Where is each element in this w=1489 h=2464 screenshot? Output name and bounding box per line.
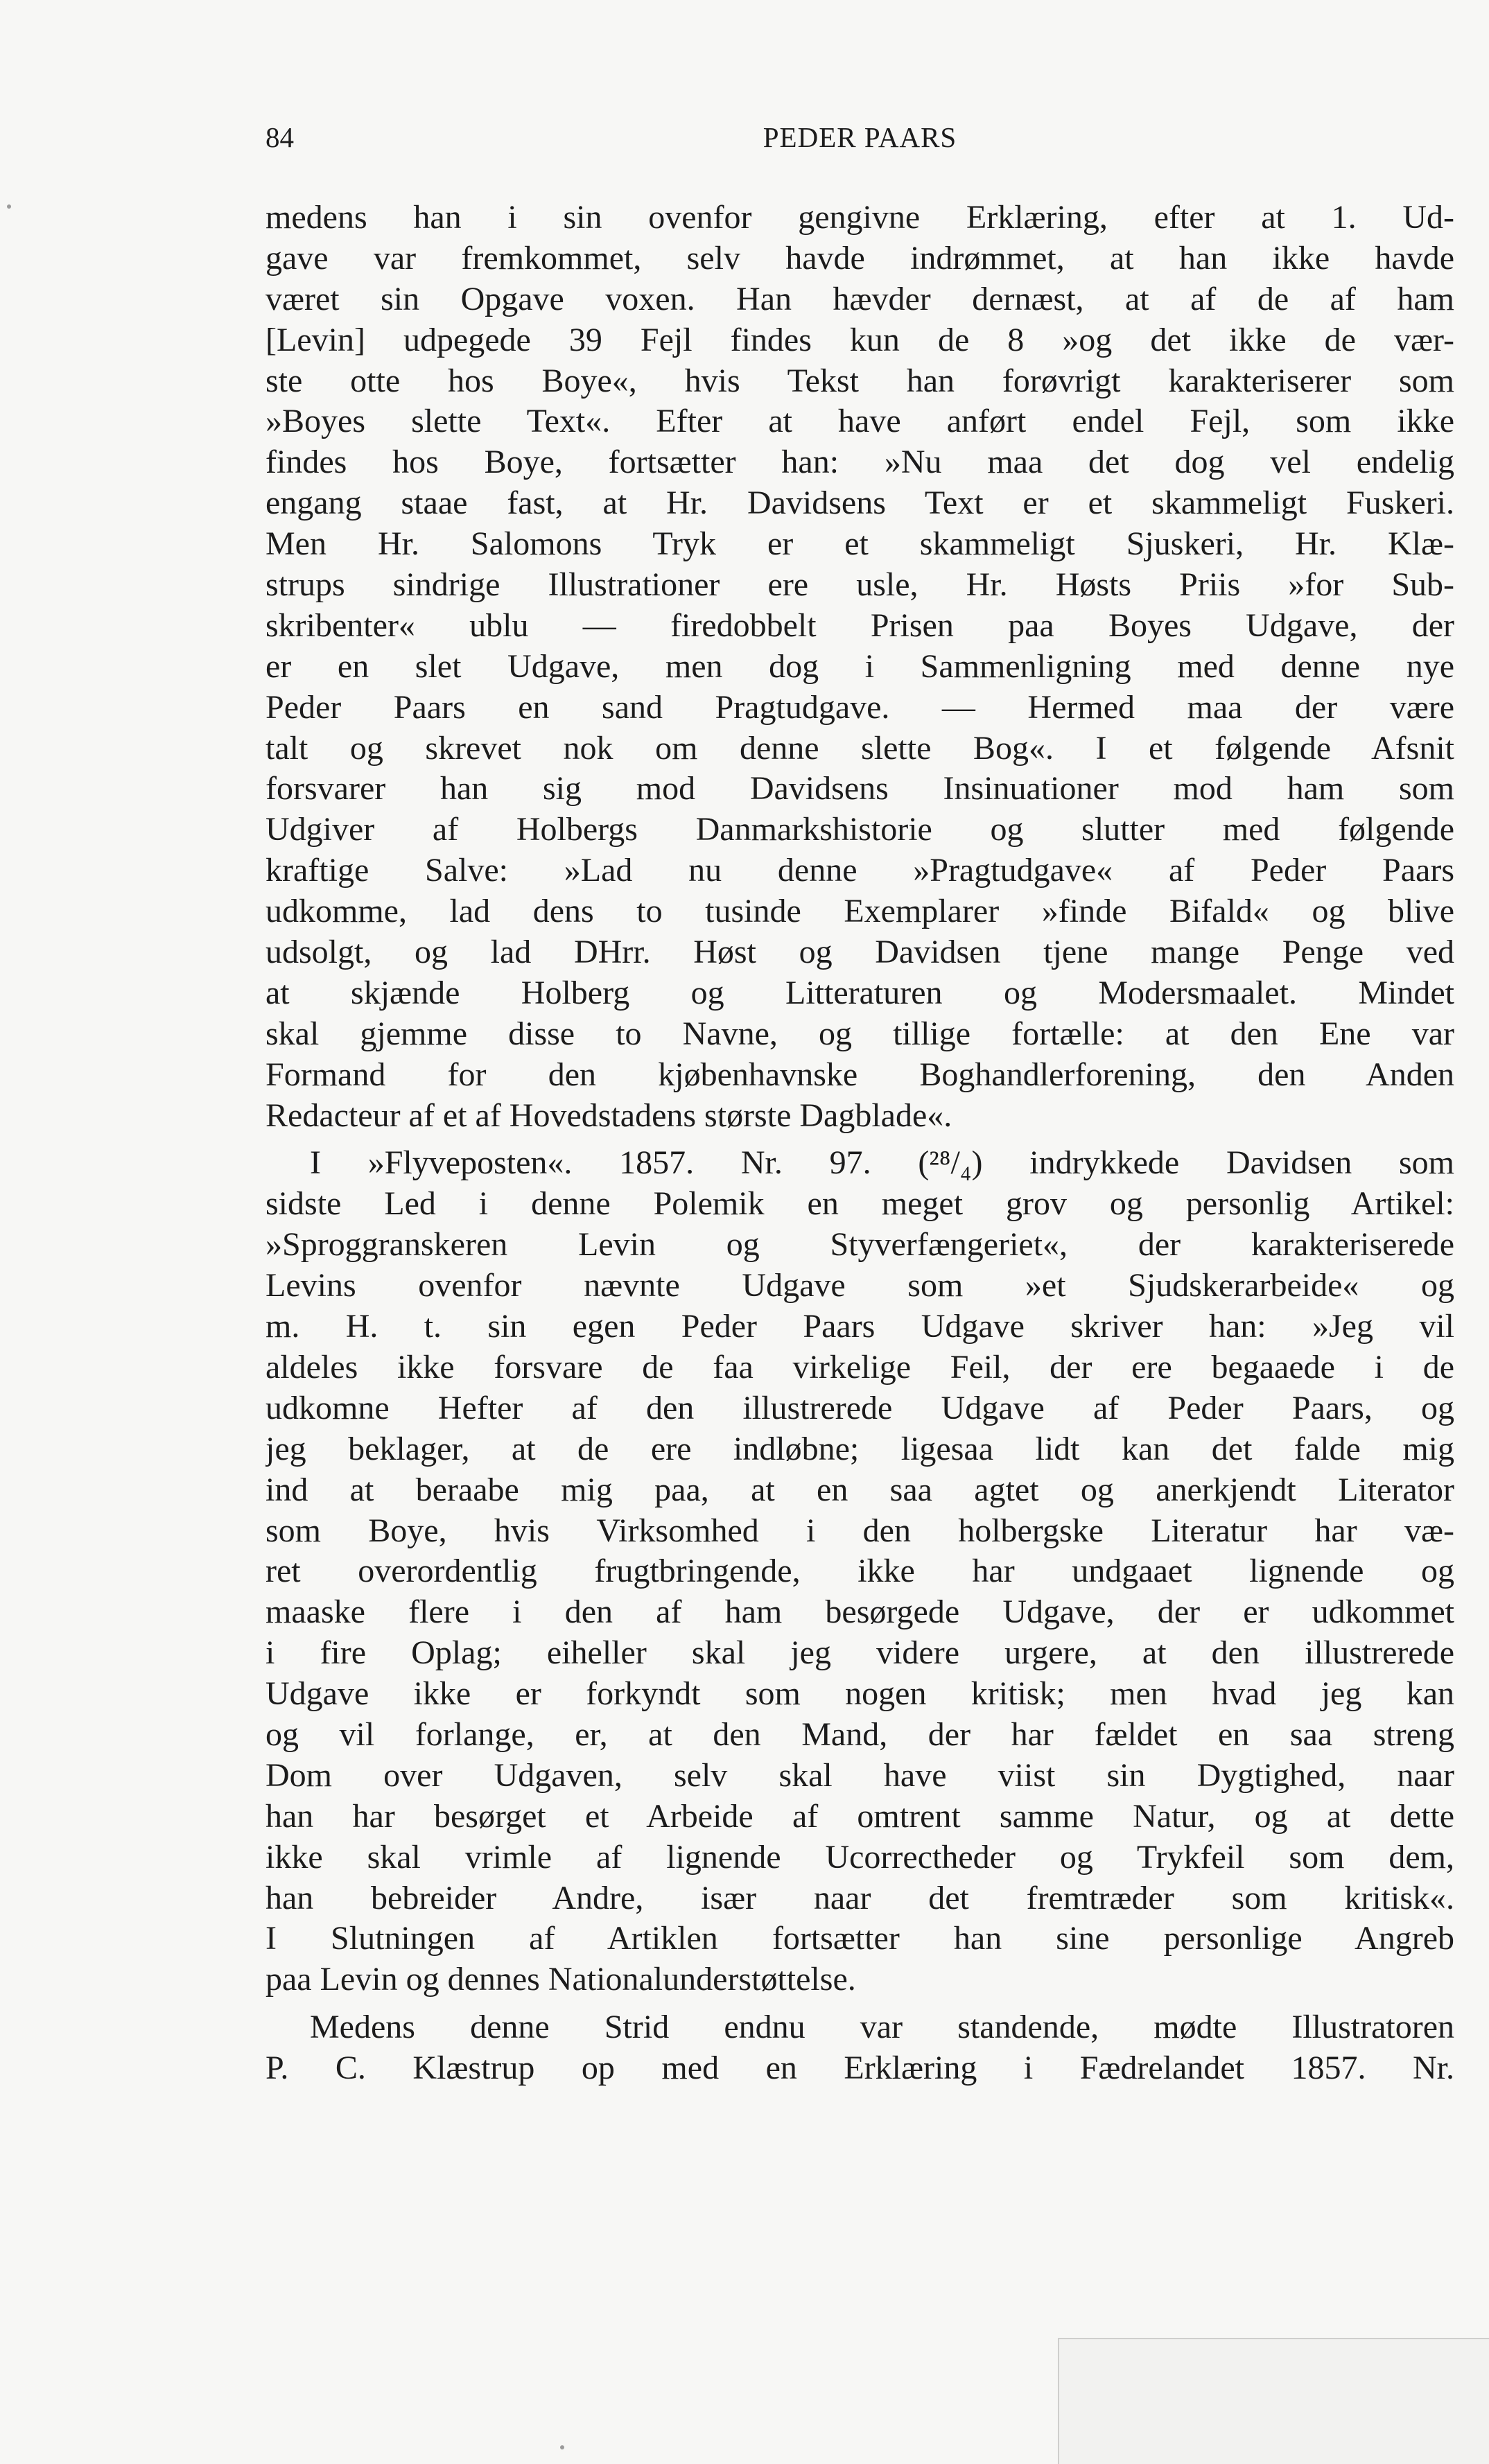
paragraph [265, 198, 1454, 1136]
text-line: sidste Led i denne Polemik en meget grov og personlig Artikel: [265, 1185, 1454, 1223]
text-line: skal gjemme disse to Navne, og tillige fortælle: at den Ene var [265, 1015, 1454, 1052]
text-line: udkomme, lad dens to tusinde Exemplarer »finde Bifald« og blive [265, 893, 1454, 930]
text-line: engang staae fast, at Hr. Davidsens Text er et skammeligt Fuskeri. [265, 484, 1454, 522]
page-number: 84 [265, 121, 294, 153]
text-line: I Slutningen af Artiklen fortsætter han sine personlige Angreb [265, 1920, 1454, 1957]
text-line: udsolgt, og lad DHrr. Høst og Davidsen tjene mange Penge ved [265, 934, 1454, 971]
body-text [265, 198, 1454, 2089]
text-line: »Boyes slette Text«. Efter at have anført endel Fejl, som ikke [265, 403, 1454, 440]
text-line: ikke skal vrimle af lignende Ucorrectheder og Trykfeil som dem, [265, 1838, 1454, 1876]
scan-speck [560, 2445, 564, 2449]
scan-corner-shadow [1058, 2338, 1489, 2464]
text-line: som Boye, hvis Virksomhed i den holbergske Literatur har væ- [265, 1512, 1454, 1549]
text-line: paa Levin og dennes Nationalunderstøttelse. [265, 1961, 856, 1998]
text-line: Peder Paars en sand Pragtudgave. — Hermed maa der være [265, 688, 1454, 726]
text-line: gave var fremkommet, selv havde indrømmet, at han ikke havde [265, 239, 1454, 277]
text-line: forsvarer han sig mod Davidsens Insinuationer mod ham som [265, 770, 1454, 807]
text-line: jeg beklager, at de ere indløbne; ligesaa lidt kan det falde mig [265, 1430, 1454, 1467]
running-title: PEDER PAARS [763, 121, 957, 153]
text-line: han har besørget et Arbeide af omtrent samme Natur, og at dette [265, 1797, 1454, 1835]
text-line: og vil forlange, er, at den Mand, der har fældet en saa streng [265, 1715, 1454, 1753]
text-line: findes hos Boye, fortsætter han: »Nu maa det dog vel endelig [265, 444, 1454, 481]
text-line: [Levin] udpegede 39 Fejl findes kun de 8 »og det ikke de vær- [265, 321, 1454, 358]
text-line: kraftige Salve: »Lad nu denne »Pragtudgave« af Peder Paars [265, 852, 1454, 889]
running-head [265, 116, 1454, 158]
text-line: ste otte hos Boye«, hvis Tekst han forøvrigt karakteriserer som [265, 362, 1454, 399]
text-line: Udgave ikke er forkyndt som nogen kritisk; men hvad jeg kan [265, 1675, 1454, 1713]
text-line: P. C. Klæstrup op med en Erklæring i Fædrelandet 1857. Nr. [265, 2050, 1454, 2087]
text-line: »Sproggranskeren Levin og Styverfængeriet«, der karakteriserede [265, 1226, 1454, 1264]
text-line: Levins ovenfor nævnte Udgave som »et Sjudskerarbeide« og [265, 1267, 1454, 1304]
text-line: Redacteur af et af Hovedstadens største Dagblade«. [265, 1096, 952, 1134]
text-line: ret overordentlig frugtbringende, ikke har undgaaet lignende og [265, 1553, 1454, 1590]
text-line: er en slet Udgave, men dog i Sammenligning med denne nye [265, 647, 1454, 685]
text-line: udkomne Hefter af den illustrerede Udgave af Peder Paars, og [265, 1389, 1454, 1426]
text-line: at skjænde Holberg og Litteraturen og Modersmaalet. Mindet [265, 974, 1454, 1011]
text-line: m. H. t. sin egen Peder Paars Udgave skriver han: »Jeg vil [265, 1308, 1454, 1345]
text-line: aldeles ikke forsvare de faa virkelige Feil, der ere begaaede i de [265, 1348, 1454, 1386]
text-line: medens han i sin ovenfor gengivne Erklæring, efter at 1. Ud- [265, 199, 1454, 236]
text-line: Medens denne Strid endnu var standende, mødte Illustratoren [310, 2009, 1454, 2046]
text-line: talt og skrevet nok om denne slette Bog«. I et følgende Afsnit [265, 729, 1454, 767]
text-line: Udgiver af Holbergs Danmarkshistorie og slutter med følgende [265, 811, 1454, 848]
text-line: Formand for den kjøbenhavnske Boghandlerforening, den Anden [265, 1056, 1454, 1093]
text-line: været sin Opgave voxen. Han hævder dernæst, at af de af ham [265, 280, 1454, 317]
text-line: I »Flyveposten«. 1857. Nr. 97. (²⁸/₄) indrykkede Davidsen som [310, 1144, 1454, 1182]
paragraph [265, 2007, 1454, 2089]
text-line: Men Hr. Salomons Tryk er et skammeligt Sjuskeri, Hr. Klæ- [265, 525, 1454, 563]
paragraph [265, 1143, 1454, 2000]
text-line: ind at beraabe mig paa, at en saa agtet og anerkjendt Literator [265, 1471, 1454, 1508]
text-line: skribenter« ublu — firedobbelt Prisen paa Boyes Udgave, der [265, 606, 1454, 644]
text-line: han bebreider Andre, især naar det fremtræder som kritisk«. [265, 1879, 1454, 1916]
scan-speck [7, 204, 11, 209]
text-line: maaske flere i den af ham besørgede Udgave, der er udkommet [265, 1593, 1454, 1631]
text-line: Dom over Udgaven, selv skal have viist sin Dygtighed, naar [265, 1756, 1454, 1794]
text-line: i fire Oplag; eiheller skal jeg videre urgere, at den illustrerede [265, 1634, 1454, 1672]
text-line: strups sindrige Illustrationer ere usle, Hr. Høsts Priis »for Sub- [265, 566, 1454, 604]
